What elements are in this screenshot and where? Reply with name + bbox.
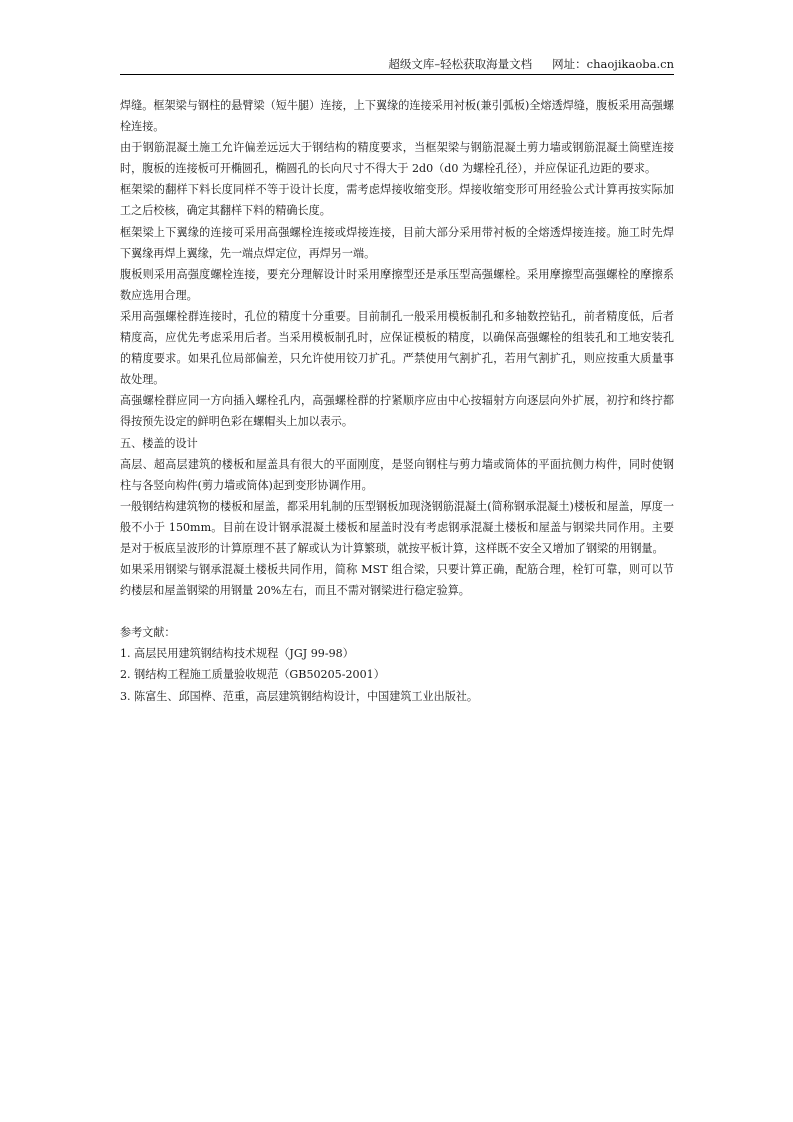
reference-item: 1. 高层民用建筑钢结构技术规程（JGJ 99-98）	[120, 647, 354, 661]
paragraph: 如果采用钢梁与钢承混凝土楼板共同作用，简称 MST 组合梁，只要计算正确，配筋合理，栓钉可靠，则可以节约楼层和屋盖钢梁的用钢量 20%左右，而且不需对钢梁进行稳定验算。	[120, 563, 674, 598]
references-heading: 参考文献：	[120, 626, 176, 640]
paragraph: 焊缝。框架梁与钢柱的悬臂梁（短牛腿）连接，上下翼缘的连接采用衬板(兼引弧板)全熔透焊缝，腹板采用高强螺栓连接。	[120, 99, 674, 134]
paragraph: 采用高强螺栓群连接时，孔位的精度十分重要。目前制孔一般采用模板制孔和多轴数控钻孔，前者精度低，后者精度高，应优先考虑采用后者。当采用模板制孔时，应保证模板的精度，以确保高强螺栓的组装孔和工地安装孔的精度要求。如果孔位局部偏差，只允许使用铰刀扩孔。严禁使用气割扩孔，若用气割扩孔，则应按重大质量事故处理。	[120, 309, 674, 387]
paragraph: 高层、超高层建筑的楼板和屋盖具有很大的平面刚度，是竖向钢柱与剪力墙或筒体的平面抗侧力构件，同时使钢柱与各竖向构件(剪力墙或筒体)起到变形协调作用。	[120, 457, 674, 492]
paragraph: 腹板则采用高强度螺栓连接，要充分理解设计时采用摩擦型还是承压型高强螺栓。采用摩擦型高强螺栓的摩擦系数应选用合理。	[120, 267, 674, 302]
header-url: 网址：chaojikaoba.cn	[552, 57, 674, 71]
paragraph: 高强螺栓群应同一方向插入螺栓孔内，高强螺栓群的拧紧顺序应由中心按辐射方向逐层向外扩展，初拧和终拧都得按预先设定的鲜明色彩在螺帽头上加以表示。	[120, 394, 674, 429]
document-body	[120, 95, 674, 707]
paragraph: 一般钢结构建筑物的楼板和屋盖，都采用轧制的压型钢板加现浇钢筋混凝土(简称钢承混凝土)楼板和屋盖，厚度一般不小于 150mm。目前在设计钢承混凝土楼板和屋盖时没有考虑钢承混凝土楼板和屋盖与钢梁共同作用。主要是对于板底呈波形的计算原理不甚了解或认为计算繁琐，就按平板计算，这样既不安全又增加了钢梁的用钢量。	[120, 499, 674, 555]
spacer	[120, 601, 674, 622]
reference-item: 3. 陈富生、邱国桦、范重，高层建筑钢结构设计，中国建筑工业出版社。	[120, 689, 479, 703]
paragraph: 框架梁的翻样下料长度同样不等于设计长度，需考虑焊接收缩变形。焊接收缩变形可用经验公式计算再按实际加工之后校核，确定其翻样下料的精确长度。	[120, 183, 674, 218]
page-header	[120, 54, 674, 75]
header-site-name: 超级文库–轻松获取海量文档	[388, 57, 533, 71]
paragraph: 框架梁上下翼缘的连接可采用高强螺栓连接或焊接连接，目前大部分采用带衬板的全熔透焊接连接。施工时先焊下翼缘再焊上翼缘，先一端点焊定位，再焊另一端。	[120, 225, 674, 260]
section-heading: 五、楼盖的设计	[120, 436, 198, 450]
paragraph: 由于钢筋混凝土施工允许偏差远远大于钢结构的精度要求，当框架梁与钢筋混凝土剪力墙或钢筋混凝土筒壁连接时，腹板的连接板可开椭圆孔，椭圆孔的长向尺寸不得大于 2d0（d0 为螺栓孔径），并应保证孔边距的要求。	[120, 141, 674, 176]
reference-item: 2. 钢结构工程施工质量验收规范（GB50205-2001）	[120, 668, 385, 682]
